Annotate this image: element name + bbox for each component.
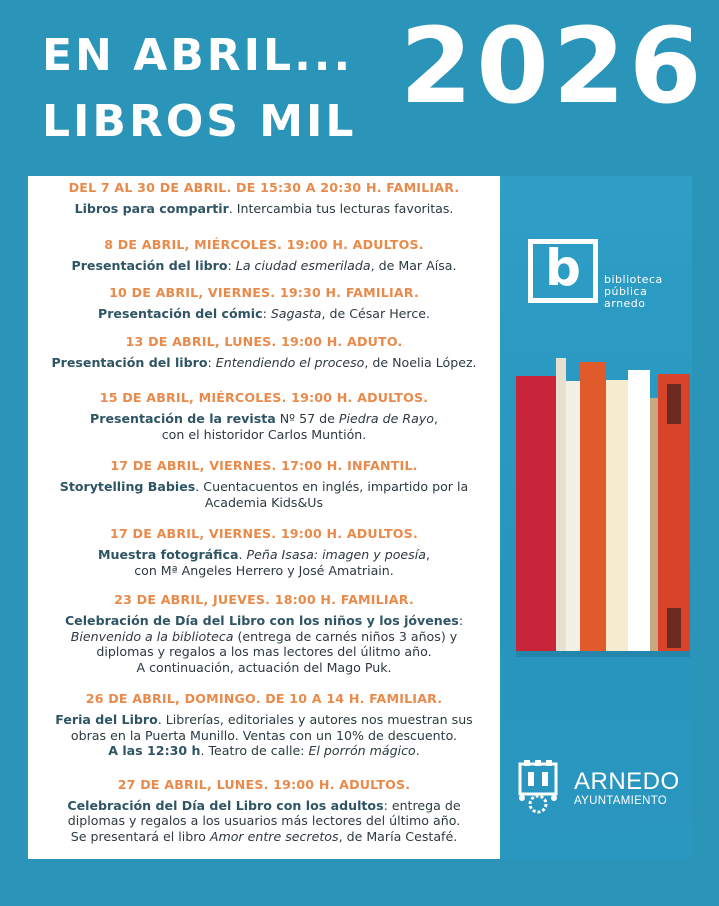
- library-logo-line-1: biblioteca: [604, 273, 663, 286]
- event-date: 8 DE ABRIL, MIÉRCOLES. 19:00 H. ADULTOS.: [104, 236, 424, 252]
- event-date: DEL 7 AL 30 DE ABRIL. DE 15:30 A 20:30 H. FAMILIAR.: [68, 180, 460, 195]
- event-title-italic: El porrón mágico: [308, 743, 416, 758]
- event-date: 15 DE ABRIL, MIÉRCOLES. 19:00 H. ADULTOS.: [99, 390, 429, 405]
- event-text: obras en la Puerta Munillo. Ventas con un 10% de descuento.: [70, 727, 458, 743]
- book-shadow: [516, 651, 690, 657]
- year-title: 2026: [400, 5, 706, 127]
- event-9: [28, 691, 500, 759]
- event-text: , de César Herce.: [321, 306, 431, 321]
- event-highlight: Presentación del cómic: [97, 306, 263, 321]
- event-text: :: [227, 257, 236, 273]
- event-description: [34, 355, 494, 371]
- event-text: , de Mar Aísa.: [370, 257, 457, 273]
- event-3: [28, 285, 500, 322]
- event-highlight: Celebración de Día del Libro con los niños y los jóvenes: [64, 613, 459, 628]
- event-text: A continuación, actuación del Mago Puk.: [136, 659, 392, 675]
- event-date: 17 DE ABRIL, VIERNES. 19:00 H. ADULTOS.: [110, 526, 418, 541]
- event-1: [28, 180, 500, 217]
- event-text: . Librerías, editoriales y autores nos muestran sus: [157, 712, 473, 727]
- event-5: [28, 390, 500, 442]
- event-date: 23 DE ABRIL, JUEVES. 18:00 H. FAMILIAR.: [114, 592, 414, 607]
- event-highlight: Presentación del libro: [51, 354, 208, 370]
- book-8-label-top: [667, 384, 681, 424]
- event-text: : entrega de: [383, 797, 461, 813]
- book-5: [606, 380, 628, 651]
- event-description: [34, 258, 494, 274]
- event-title-italic: Piedra de Rayo: [338, 411, 434, 426]
- event-text: , de Noelia López.: [364, 354, 477, 370]
- event-text: ,: [425, 547, 430, 562]
- event-title-italic: Sagasta: [270, 306, 322, 321]
- event-text: :: [262, 306, 271, 321]
- event-date: 26 DE ABRIL, DOMINGO. DE 10 A 14 H. FAMILIAR.: [85, 691, 443, 706]
- event-highlight: Presentación de la revista: [90, 411, 276, 426]
- book-8-label-bottom: [667, 608, 681, 648]
- event-highlight: Storytelling Babies: [59, 479, 196, 494]
- event-title-italic: Entendiendo el proceso: [215, 354, 365, 370]
- event-text: con Mª Angeles Herrero y José Amatriain.: [134, 562, 394, 578]
- event-text: (entrega de carnés niños 3 años) y: [233, 628, 458, 644]
- event-text: . Cuentacuentos en inglés, impartido por la: [195, 479, 469, 494]
- event-description: [34, 306, 494, 322]
- title-line-2: LIBROS MIL: [42, 96, 357, 147]
- library-logo-letter: b: [545, 239, 581, 297]
- book-4: [580, 362, 606, 651]
- event-highlight: Muestra fotográfica: [98, 547, 239, 562]
- book-6: [628, 370, 650, 651]
- event-title-italic: Peña Isasa: imagen y poesía: [246, 547, 426, 562]
- event-description: [34, 479, 494, 510]
- events-panel: [28, 176, 500, 859]
- sponsor-sub: AYUNTAMIENTO: [574, 795, 668, 807]
- book-1: [516, 376, 556, 651]
- event-text: .: [415, 743, 420, 758]
- library-logo-line-2: pública: [604, 285, 648, 298]
- event-highlight: Presentación del libro: [71, 257, 228, 273]
- event-text: con el historidor Carlos Muntión.: [161, 426, 367, 442]
- event-title-italic: Bienvenido a la biblioteca: [70, 628, 234, 644]
- event-7: [28, 526, 500, 578]
- library-logo-line-3: arnedo: [604, 297, 646, 310]
- arnedo-emblem-icon: [514, 760, 562, 816]
- book-3: [566, 381, 580, 651]
- event-highlight: Feria del Libro: [55, 712, 158, 727]
- event-description: [34, 547, 494, 578]
- event-highlight: Libros para compartir: [74, 201, 229, 216]
- event-text: , de María Cestafé.: [338, 828, 458, 844]
- event-date: 17 DE ABRIL, VIERNES. 17:00 H. INFANTIL.: [110, 458, 418, 473]
- side-illustration: [500, 176, 692, 859]
- event-highlight: A las 12:30 h: [108, 743, 201, 758]
- event-description: [34, 201, 494, 217]
- event-10: [28, 777, 500, 845]
- event-text: :: [458, 613, 464, 628]
- event-text: ,: [433, 411, 438, 426]
- event-6: [28, 458, 500, 510]
- books-illustration: [500, 176, 692, 859]
- book-2: [556, 358, 566, 651]
- event-description: [34, 613, 494, 675]
- event-text: :: [207, 354, 216, 370]
- title-line-1: EN ABRIL...: [42, 30, 354, 81]
- event-text: Se presentará el libro: [70, 828, 210, 844]
- event-description: [34, 712, 494, 759]
- event-text: . Intercambia tus lecturas favoritas.: [228, 201, 454, 216]
- event-4: [28, 334, 500, 371]
- event-text: diplomas y regalos a los mas lectores del úlitmo año.: [96, 644, 432, 659]
- event-8: [28, 592, 500, 675]
- event-date: 27 DE ABRIL, LUNES. 19:00 H. ADULTOS.: [117, 776, 411, 792]
- event-2: [28, 237, 500, 274]
- event-title-italic: La ciudad esmerilada: [235, 257, 371, 273]
- event-date: 10 DE ABRIL, VIERNES. 19:30 H. FAMILIAR.: [109, 285, 419, 300]
- event-highlight: Celebración del Día del Libro con los adultos: [67, 797, 384, 813]
- book-7: [650, 398, 658, 651]
- event-text: . Teatro de calle:: [200, 743, 309, 758]
- event-description: [34, 798, 494, 845]
- event-date: 13 DE ABRIL, LUNES. 19:00 H. ADUTO.: [125, 333, 403, 349]
- event-text: .: [238, 547, 247, 562]
- event-text: Nº 57 de: [275, 411, 339, 426]
- event-description: [34, 411, 494, 442]
- event-text: diplomas y regalos a los usuarios más lectores del último año.: [67, 813, 461, 828]
- event-text: Academia Kids&Us: [204, 494, 324, 510]
- sponsor-name: ARNEDO: [574, 768, 680, 795]
- event-title-italic: Amor entre secretos: [209, 828, 339, 844]
